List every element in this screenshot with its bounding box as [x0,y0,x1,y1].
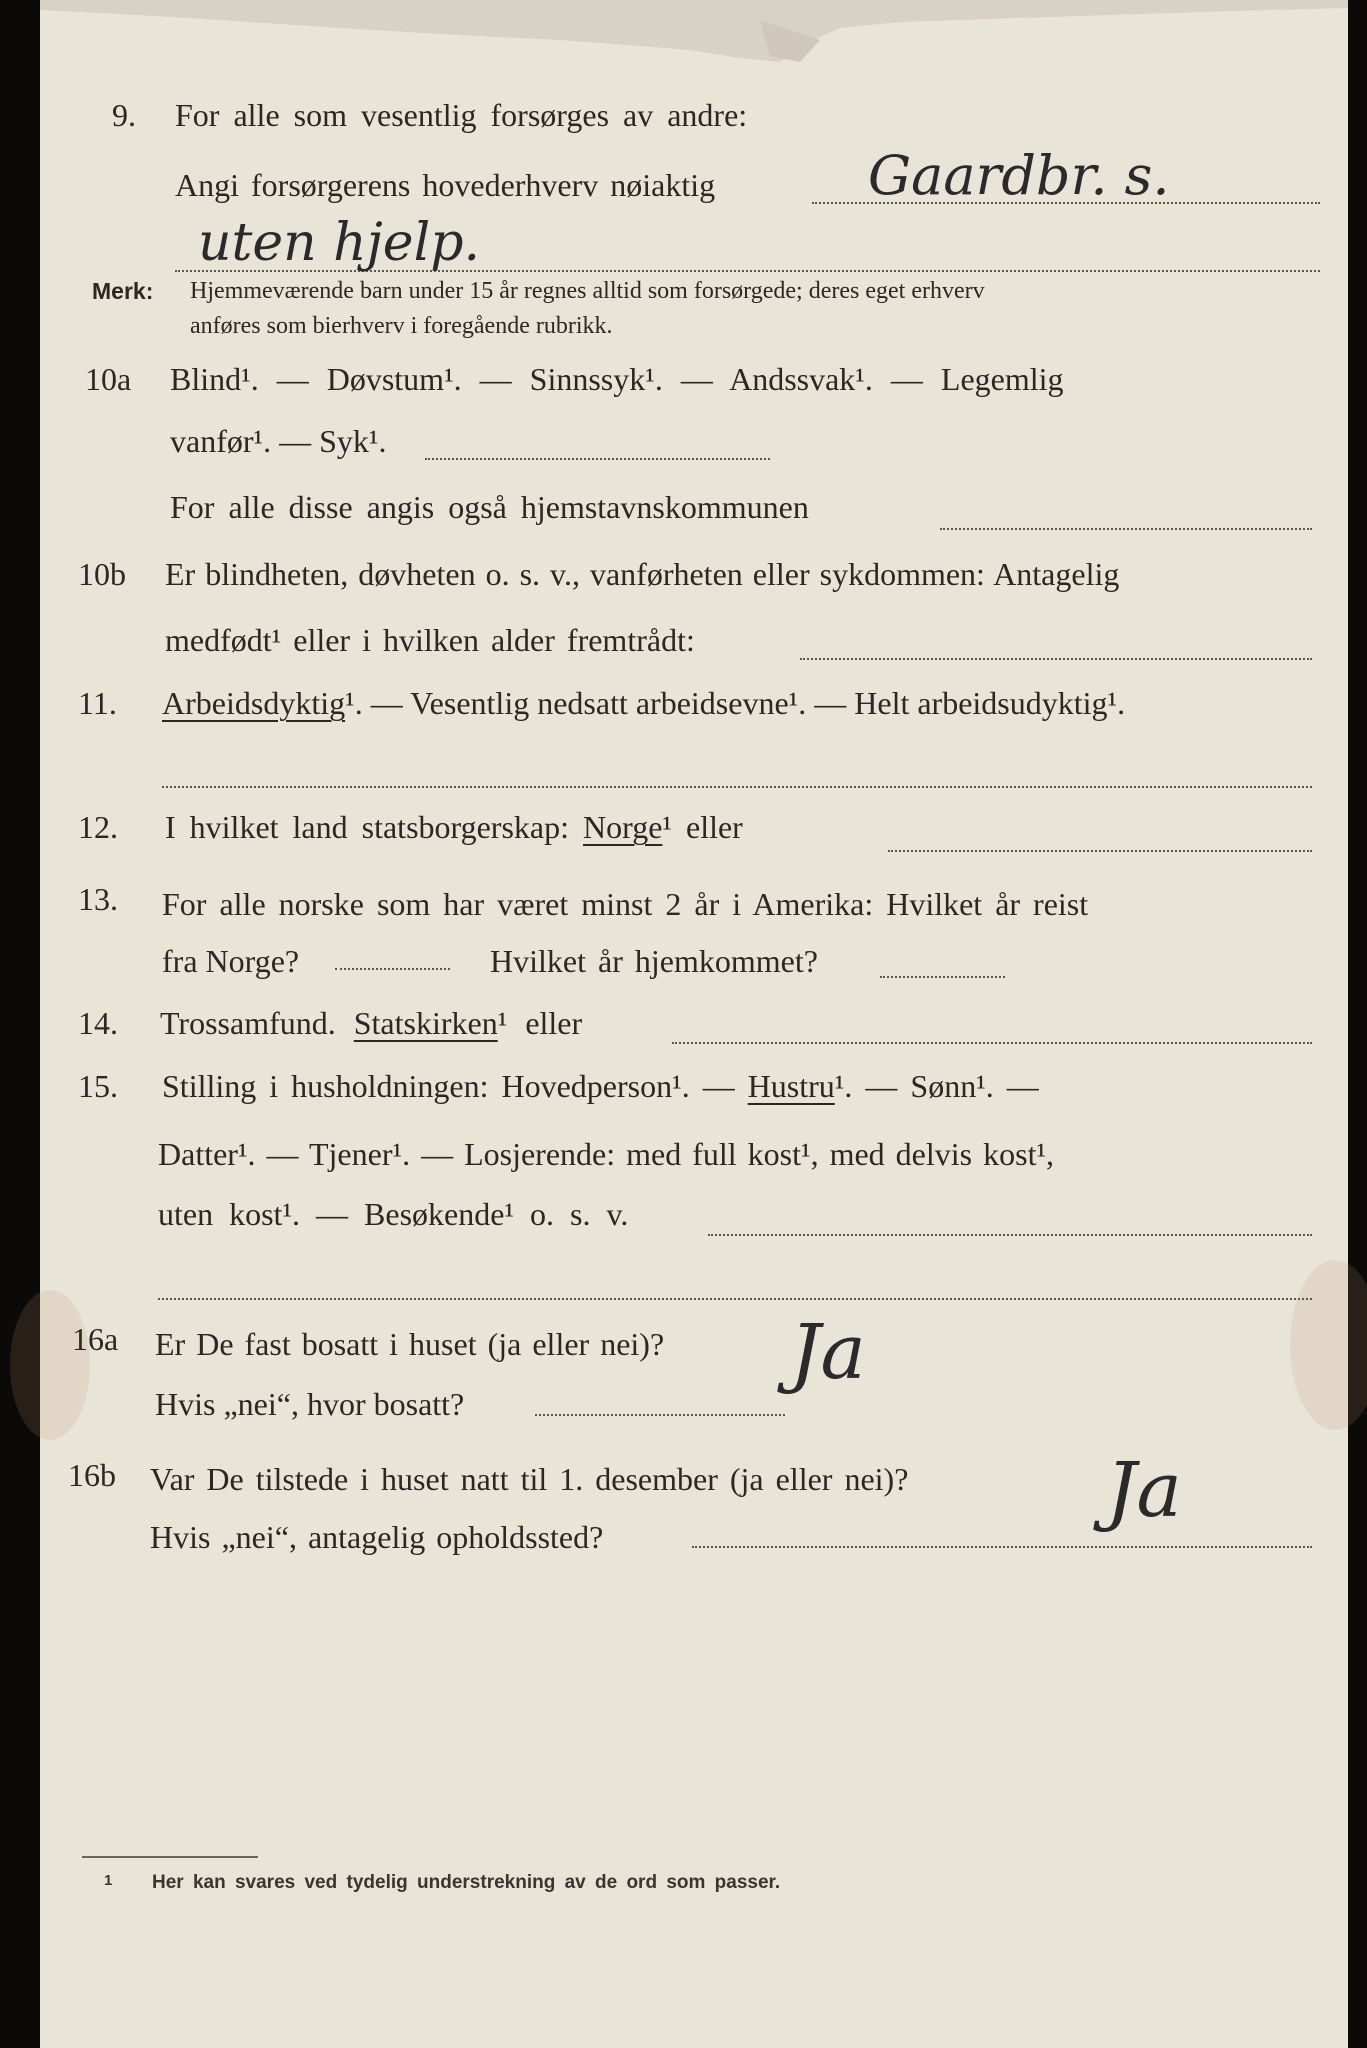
answer-line [335,968,450,970]
underlined-option: Statskirken [353,1005,498,1041]
merk-line1: Hjemmeværende barn under 15 år regnes alltid som forsørgede; deres eget erhverv [190,278,985,304]
footnote-ref: ¹ [662,809,672,845]
q14-line [160,1004,582,1042]
underlined-option: Arbeidsdyktig [162,685,346,721]
footnote-mark: 1 [104,1872,113,1889]
q9-line2: Angi forsørgerens hovederhverv nøiaktig [175,167,716,203]
answer-line [158,1298,1312,1300]
answer-line [940,528,1312,530]
q12-text: I hvilket land statsborgerskap: [165,809,569,845]
merk-line2: anføres som bierhverv i foregående rubrikk. [190,313,613,339]
footnote-text: Her kan svares ved tydelig understrekning av de ord som passer. [152,1872,781,1893]
handwriting-text: Gaardbr. s. [868,144,1170,207]
q15-line1a: Stilling i husholdningen: Hovedperson¹. — [162,1068,735,1104]
underlined-option: Norge [583,809,663,845]
q11-line [162,684,1125,722]
q16a-line1: Er De fast bosatt i huset (ja eller nei)? [155,1326,665,1362]
handwriting-text: uten hjelp. [198,213,481,273]
torn-top-edge [40,0,1348,70]
q14-text: Trossamfund. [160,1005,336,1041]
answer-line [800,658,1312,660]
q14-after: eller [525,1005,583,1041]
question-number: 15. [78,1068,118,1104]
handwritten-answer-ja [770,1298,1000,1438]
merk-label: Merk: [92,278,154,304]
q13-line2a: fra Norge? [162,943,300,979]
question-number: 9. [112,97,136,133]
handwritten-answer-ja [1090,1436,1320,1576]
q15-line3: uten kost¹. — Besøkende¹ o. s. v. [158,1196,629,1232]
q10a-line2: vanfør¹. — Syk¹. [170,423,387,459]
q10a-line3: For alle disse angis også hjemstavnskommunen [170,489,809,525]
handwriting-text: Ja [1106,1445,1182,1534]
q10b-line1: Er blindheten, døvheten o. s. v., vanførheten eller sykdommen: Antagelig [165,556,1120,592]
answer-line [888,850,1312,852]
q16b-line1: Var De tilstede i huset natt til 1. desember (ja eller nei)? [150,1461,909,1497]
question-number: 11. [78,685,117,721]
question-number: 16b [68,1457,116,1493]
question-number: 14. [78,1005,118,1041]
q15-line2: Datter¹. — Tjener¹. — Losjerende: med full kost¹, med delvis kost¹, [158,1136,1055,1172]
q16b-line2: Hvis „nei“, antagelig opholdssted? [150,1519,604,1555]
answer-line [708,1234,1312,1236]
question-number: 16a [72,1321,119,1357]
q13-line1: For alle norske som har været minst 2 år i Amerika: Hvilket år reist [162,886,1089,922]
question-number: 12. [78,809,118,845]
q12-after: eller [685,809,743,845]
q10a-line1: Blind¹. — Døvstum¹. — Sinnssyk¹. — Andssvak¹. — Legemlig [170,361,1064,397]
q11-rest: ¹. — Vesentlig nedsatt arbeidsevne¹. — Helt arbeidsudyktig¹. [345,685,1126,721]
q9-line1: For alle som vesentlig forsørges av andre: [175,97,748,133]
q15-line1b: ¹. — Sønn¹. — [834,1068,1039,1104]
footnote-divider [82,1856,258,1858]
question-number: 13. [78,881,118,917]
answer-line [425,458,770,460]
answer-line [162,786,1312,788]
answer-line [672,1042,1312,1044]
q13-line2b: Hvilket år hjemkommet? [490,943,818,979]
answer-line [880,976,1005,978]
underlined-option: Hustru [747,1068,835,1104]
footnote-ref: ¹ [497,1005,508,1041]
question-number: 10b [78,556,126,592]
question-number: 10a [85,361,132,397]
age-stain [1290,1260,1367,1430]
q10b-line2: medfødt¹ eller i hvilken alder fremtrådt: [165,622,695,658]
handwritten-answer-occupation [860,132,1280,212]
answer-line [535,1414,785,1416]
q15-line1 [162,1067,1039,1105]
handwritten-answer-help [190,202,610,282]
q16a-line2: Hvis „nei“, hvor bosatt? [155,1386,465,1422]
handwriting-text: Ja [790,1307,866,1396]
age-stain [10,1290,90,1440]
census-form-page [40,0,1348,2048]
q12-line [165,808,743,846]
